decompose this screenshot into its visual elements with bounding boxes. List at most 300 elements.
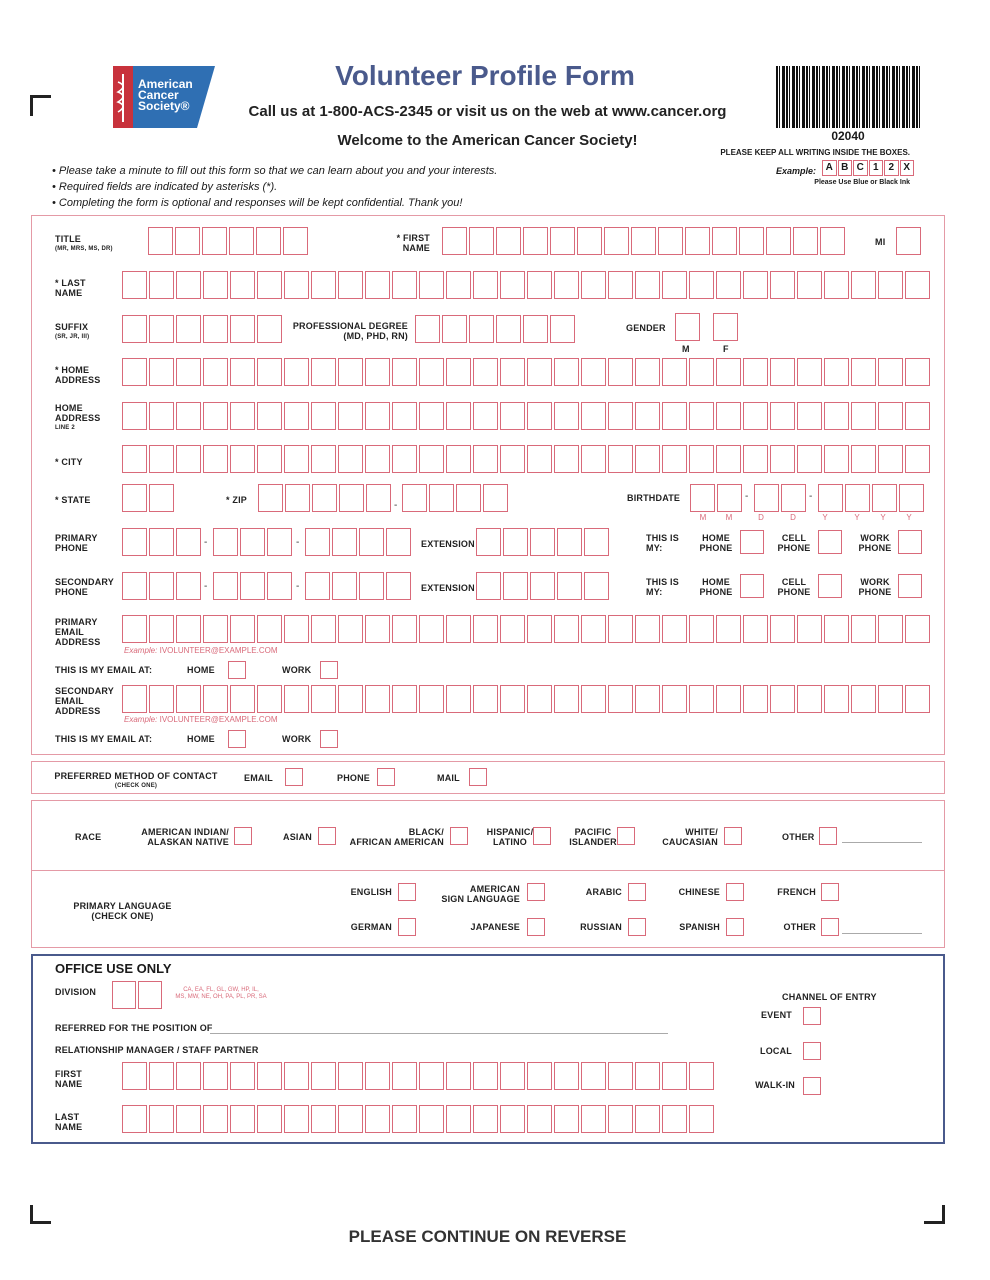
secondary-email-box[interactable] [689, 685, 714, 713]
address-line2-box[interactable] [905, 402, 930, 430]
lang-arabic-check[interactable] [628, 883, 646, 901]
birth-year-box[interactable] [845, 484, 870, 512]
office-first-name-box[interactable] [608, 1062, 633, 1090]
city-box[interactable] [365, 445, 390, 473]
address-line2-box[interactable] [446, 402, 471, 430]
secondary-phone-ext-box[interactable] [503, 572, 528, 600]
last-name-box[interactable] [878, 271, 903, 299]
birth-year-box[interactable] [899, 484, 924, 512]
state-box[interactable] [122, 484, 147, 512]
office-first-name-box[interactable] [122, 1062, 147, 1090]
secondary-email-box[interactable] [284, 685, 309, 713]
office-first-name-box[interactable] [635, 1062, 660, 1090]
zip-box[interactable] [366, 484, 391, 512]
home-address-box[interactable] [203, 358, 228, 386]
address-line2-box[interactable] [230, 402, 255, 430]
race-hispanic-check[interactable] [533, 827, 551, 845]
secondary-phone-line-box[interactable] [332, 572, 357, 600]
race-ai-check[interactable] [234, 827, 252, 845]
address-line2-box[interactable] [770, 402, 795, 430]
office-last-name-box[interactable] [446, 1105, 471, 1133]
secondary-phone-prefix-box[interactable] [267, 572, 292, 600]
primary-email-box[interactable] [257, 615, 282, 643]
secondary-phone-ext-box[interactable] [530, 572, 555, 600]
city-box[interactable] [905, 445, 930, 473]
office-first-name-box[interactable] [149, 1062, 174, 1090]
address-line2-box[interactable] [608, 402, 633, 430]
address-line2-box[interactable] [824, 402, 849, 430]
city-box[interactable] [176, 445, 201, 473]
degree-box[interactable] [550, 315, 575, 343]
office-first-name-box[interactable] [662, 1062, 687, 1090]
primary-email-box[interactable] [419, 615, 444, 643]
last-name-box[interactable] [230, 271, 255, 299]
zip-box[interactable] [285, 484, 310, 512]
zip-ext-box[interactable] [483, 484, 508, 512]
last-name-box[interactable] [203, 271, 228, 299]
office-first-name-box[interactable] [500, 1062, 525, 1090]
primary-email-box[interactable] [662, 615, 687, 643]
home-address-box[interactable] [257, 358, 282, 386]
address-line2-box[interactable] [365, 402, 390, 430]
secondary-email-box[interactable] [338, 685, 363, 713]
office-last-name-box[interactable] [554, 1105, 579, 1133]
first-name-box[interactable] [442, 227, 467, 255]
city-box[interactable] [230, 445, 255, 473]
secondary-email-box[interactable] [527, 685, 552, 713]
secondary-home-phone-check[interactable] [740, 574, 764, 598]
office-first-name-box[interactable] [176, 1062, 201, 1090]
home-address-box[interactable] [473, 358, 498, 386]
title-box[interactable] [202, 227, 227, 255]
home-address-box[interactable] [392, 358, 417, 386]
address-line2-box[interactable] [743, 402, 768, 430]
lang-asl-check[interactable] [527, 883, 545, 901]
office-last-name-box[interactable] [419, 1105, 444, 1133]
secondary-email-box[interactable] [797, 685, 822, 713]
primary-email-box[interactable] [878, 615, 903, 643]
home-address-box[interactable] [608, 358, 633, 386]
address-line2-box[interactable] [311, 402, 336, 430]
primary-email-home-check[interactable] [228, 661, 246, 679]
degree-box[interactable] [442, 315, 467, 343]
suffix-box[interactable] [176, 315, 201, 343]
last-name-box[interactable] [797, 271, 822, 299]
degree-box[interactable] [469, 315, 494, 343]
address-line2-box[interactable] [257, 402, 282, 430]
degree-box[interactable] [523, 315, 548, 343]
address-line2-box[interactable] [716, 402, 741, 430]
primary-email-box[interactable] [176, 615, 201, 643]
address-line2-box[interactable] [662, 402, 687, 430]
city-box[interactable] [581, 445, 606, 473]
contact-email-check[interactable] [285, 768, 303, 786]
first-name-box[interactable] [496, 227, 521, 255]
primary-home-phone-check[interactable] [740, 530, 764, 554]
home-address-box[interactable] [338, 358, 363, 386]
primary-email-box[interactable] [311, 615, 336, 643]
degree-box[interactable] [415, 315, 440, 343]
home-address-box[interactable] [797, 358, 822, 386]
city-box[interactable] [716, 445, 741, 473]
address-line2-box[interactable] [203, 402, 228, 430]
home-address-box[interactable] [284, 358, 309, 386]
city-box[interactable] [554, 445, 579, 473]
primary-phone-ext-box[interactable] [584, 528, 609, 556]
primary-email-box[interactable] [500, 615, 525, 643]
first-name-box[interactable] [712, 227, 737, 255]
primary-email-box[interactable] [581, 615, 606, 643]
birth-month-box[interactable] [717, 484, 742, 512]
city-box[interactable] [284, 445, 309, 473]
last-name-box[interactable] [338, 271, 363, 299]
office-last-name-box[interactable] [689, 1105, 714, 1133]
city-box[interactable] [446, 445, 471, 473]
home-address-box[interactable] [743, 358, 768, 386]
last-name-box[interactable] [365, 271, 390, 299]
office-last-name-box[interactable] [527, 1105, 552, 1133]
secondary-email-box[interactable] [230, 685, 255, 713]
primary-phone-line-box[interactable] [359, 528, 384, 556]
city-box[interactable] [527, 445, 552, 473]
first-name-box[interactable] [793, 227, 818, 255]
degree-box[interactable] [496, 315, 521, 343]
home-address-box[interactable] [770, 358, 795, 386]
city-box[interactable] [851, 445, 876, 473]
home-address-box[interactable] [176, 358, 201, 386]
title-box[interactable] [175, 227, 200, 255]
birth-day-box[interactable] [781, 484, 806, 512]
last-name-box[interactable] [527, 271, 552, 299]
secondary-email-box[interactable] [635, 685, 660, 713]
city-box[interactable] [797, 445, 822, 473]
first-name-box[interactable] [685, 227, 710, 255]
last-name-box[interactable] [500, 271, 525, 299]
home-address-box[interactable] [662, 358, 687, 386]
gender-m-box[interactable] [675, 313, 700, 341]
secondary-email-box[interactable] [581, 685, 606, 713]
address-line2-box[interactable] [338, 402, 363, 430]
address-line2-box[interactable] [878, 402, 903, 430]
last-name-box[interactable] [419, 271, 444, 299]
division-box[interactable] [112, 981, 136, 1009]
suffix-box[interactable] [230, 315, 255, 343]
secondary-email-box[interactable] [392, 685, 417, 713]
gender-f-box[interactable] [713, 313, 738, 341]
primary-phone-prefix-box[interactable] [267, 528, 292, 556]
lang-other-check[interactable] [821, 918, 839, 936]
home-address-box[interactable] [419, 358, 444, 386]
secondary-phone-area-box[interactable] [176, 572, 201, 600]
secondary-email-box[interactable] [257, 685, 282, 713]
office-last-name-box[interactable] [662, 1105, 687, 1133]
last-name-box[interactable] [770, 271, 795, 299]
primary-email-box[interactable] [554, 615, 579, 643]
zip-ext-box[interactable] [402, 484, 427, 512]
secondary-work-phone-check[interactable] [898, 574, 922, 598]
primary-email-work-check[interactable] [320, 661, 338, 679]
zip-ext-box[interactable] [456, 484, 481, 512]
secondary-phone-ext-box[interactable] [584, 572, 609, 600]
first-name-box[interactable] [523, 227, 548, 255]
lang-german-check[interactable] [398, 918, 416, 936]
primary-phone-ext-box[interactable] [530, 528, 555, 556]
lang-japanese-check[interactable] [527, 918, 545, 936]
secondary-email-box[interactable] [365, 685, 390, 713]
office-last-name-box[interactable] [257, 1105, 282, 1133]
primary-cell-phone-check[interactable] [818, 530, 842, 554]
secondary-email-box[interactable] [824, 685, 849, 713]
secondary-phone-line-box[interactable] [305, 572, 330, 600]
zip-ext-box[interactable] [429, 484, 454, 512]
race-asian-check[interactable] [318, 827, 336, 845]
office-last-name-box[interactable] [176, 1105, 201, 1133]
office-last-name-box[interactable] [338, 1105, 363, 1133]
city-box[interactable] [392, 445, 417, 473]
address-line2-box[interactable] [392, 402, 417, 430]
first-name-box[interactable] [766, 227, 791, 255]
home-address-box[interactable] [230, 358, 255, 386]
suffix-box[interactable] [122, 315, 147, 343]
secondary-email-box[interactable] [905, 685, 930, 713]
home-address-box[interactable] [311, 358, 336, 386]
address-line2-box[interactable] [284, 402, 309, 430]
primary-email-box[interactable] [716, 615, 741, 643]
primary-email-box[interactable] [905, 615, 930, 643]
home-address-box[interactable] [878, 358, 903, 386]
secondary-email-box[interactable] [554, 685, 579, 713]
office-first-name-box[interactable] [473, 1062, 498, 1090]
channel-walkin-check[interactable] [803, 1077, 821, 1095]
first-name-box[interactable] [739, 227, 764, 255]
secondary-email-box[interactable] [176, 685, 201, 713]
primary-phone-line-box[interactable] [305, 528, 330, 556]
address-line2-box[interactable] [554, 402, 579, 430]
secondary-phone-prefix-box[interactable] [213, 572, 238, 600]
home-address-box[interactable] [365, 358, 390, 386]
primary-email-box[interactable] [770, 615, 795, 643]
last-name-box[interactable] [392, 271, 417, 299]
office-last-name-box[interactable] [608, 1105, 633, 1133]
last-name-box[interactable] [635, 271, 660, 299]
primary-phone-ext-box[interactable] [503, 528, 528, 556]
office-first-name-box[interactable] [554, 1062, 579, 1090]
secondary-email-box[interactable] [662, 685, 687, 713]
primary-phone-area-box[interactable] [176, 528, 201, 556]
lang-english-check[interactable] [398, 883, 416, 901]
primary-email-box[interactable] [527, 615, 552, 643]
primary-email-box[interactable] [230, 615, 255, 643]
address-line2-box[interactable] [527, 402, 552, 430]
suffix-box[interactable] [149, 315, 174, 343]
office-first-name-box[interactable] [527, 1062, 552, 1090]
secondary-cell-phone-check[interactable] [818, 574, 842, 598]
office-first-name-box[interactable] [365, 1062, 390, 1090]
home-address-box[interactable] [446, 358, 471, 386]
lang-spanish-check[interactable] [726, 918, 744, 936]
channel-event-check[interactable] [803, 1007, 821, 1025]
address-line2-box[interactable] [689, 402, 714, 430]
office-first-name-box[interactable] [419, 1062, 444, 1090]
last-name-box[interactable] [149, 271, 174, 299]
address-line2-box[interactable] [419, 402, 444, 430]
office-first-name-box[interactable] [338, 1062, 363, 1090]
zip-box[interactable] [339, 484, 364, 512]
primary-email-box[interactable] [446, 615, 471, 643]
first-name-box[interactable] [577, 227, 602, 255]
title-box[interactable] [283, 227, 308, 255]
last-name-box[interactable] [446, 271, 471, 299]
last-name-box[interactable] [905, 271, 930, 299]
race-white-check[interactable] [724, 827, 742, 845]
office-last-name-box[interactable] [473, 1105, 498, 1133]
title-box[interactable] [229, 227, 254, 255]
secondary-phone-area-box[interactable] [122, 572, 147, 600]
city-box[interactable] [338, 445, 363, 473]
first-name-box[interactable] [658, 227, 683, 255]
city-box[interactable] [662, 445, 687, 473]
secondary-email-box[interactable] [500, 685, 525, 713]
lang-other-line[interactable] [842, 933, 922, 934]
state-box[interactable] [149, 484, 174, 512]
secondary-email-work-check[interactable] [320, 730, 338, 748]
secondary-email-home-check[interactable] [228, 730, 246, 748]
secondary-email-box[interactable] [851, 685, 876, 713]
home-address-box[interactable] [851, 358, 876, 386]
title-box[interactable] [148, 227, 173, 255]
city-box[interactable] [635, 445, 660, 473]
primary-email-box[interactable] [797, 615, 822, 643]
city-box[interactable] [500, 445, 525, 473]
last-name-box[interactable] [851, 271, 876, 299]
city-box[interactable] [743, 445, 768, 473]
office-first-name-box[interactable] [203, 1062, 228, 1090]
primary-email-box[interactable] [392, 615, 417, 643]
office-last-name-box[interactable] [230, 1105, 255, 1133]
last-name-box[interactable] [581, 271, 606, 299]
address-line2-box[interactable] [176, 402, 201, 430]
birth-year-box[interactable] [872, 484, 897, 512]
primary-email-box[interactable] [122, 615, 147, 643]
primary-phone-line-box[interactable] [386, 528, 411, 556]
last-name-box[interactable] [716, 271, 741, 299]
race-pacific-check[interactable] [617, 827, 635, 845]
first-name-box[interactable] [550, 227, 575, 255]
office-last-name-box[interactable] [311, 1105, 336, 1133]
race-other-check[interactable] [819, 827, 837, 845]
primary-phone-line-box[interactable] [332, 528, 357, 556]
secondary-email-box[interactable] [473, 685, 498, 713]
secondary-phone-ext-box[interactable] [476, 572, 501, 600]
secondary-phone-line-box[interactable] [359, 572, 384, 600]
primary-email-box[interactable] [743, 615, 768, 643]
office-first-name-box[interactable] [689, 1062, 714, 1090]
secondary-phone-line-box[interactable] [386, 572, 411, 600]
home-address-box[interactable] [905, 358, 930, 386]
race-black-check[interactable] [450, 827, 468, 845]
birth-day-box[interactable] [754, 484, 779, 512]
birth-year-box[interactable] [818, 484, 843, 512]
suffix-box[interactable] [257, 315, 282, 343]
office-first-name-box[interactable] [311, 1062, 336, 1090]
city-box[interactable] [608, 445, 633, 473]
primary-phone-area-box[interactable] [149, 528, 174, 556]
last-name-box[interactable] [554, 271, 579, 299]
secondary-email-box[interactable] [716, 685, 741, 713]
office-first-name-box[interactable] [392, 1062, 417, 1090]
primary-email-box[interactable] [473, 615, 498, 643]
office-first-name-box[interactable] [581, 1062, 606, 1090]
office-last-name-box[interactable] [365, 1105, 390, 1133]
primary-email-box[interactable] [365, 615, 390, 643]
last-name-box[interactable] [743, 271, 768, 299]
city-box[interactable] [419, 445, 444, 473]
office-last-name-box[interactable] [122, 1105, 147, 1133]
race-other-line[interactable] [842, 842, 922, 843]
primary-email-box[interactable] [338, 615, 363, 643]
secondary-email-box[interactable] [743, 685, 768, 713]
home-address-box[interactable] [122, 358, 147, 386]
last-name-box[interactable] [608, 271, 633, 299]
secondary-email-box[interactable] [419, 685, 444, 713]
address-line2-box[interactable] [851, 402, 876, 430]
suffix-box[interactable] [203, 315, 228, 343]
referred-line[interactable] [210, 1033, 668, 1034]
first-name-box[interactable] [604, 227, 629, 255]
city-box[interactable] [149, 445, 174, 473]
division-box[interactable] [138, 981, 162, 1009]
zip-box[interactable] [312, 484, 337, 512]
office-last-name-box[interactable] [284, 1105, 309, 1133]
last-name-box[interactable] [473, 271, 498, 299]
city-box[interactable] [689, 445, 714, 473]
home-address-box[interactable] [527, 358, 552, 386]
city-box[interactable] [824, 445, 849, 473]
first-name-box[interactable] [469, 227, 494, 255]
city-box[interactable] [878, 445, 903, 473]
primary-phone-ext-box[interactable] [557, 528, 582, 556]
title-box[interactable] [256, 227, 281, 255]
home-address-box[interactable] [689, 358, 714, 386]
last-name-box[interactable] [176, 271, 201, 299]
secondary-email-box[interactable] [770, 685, 795, 713]
home-address-box[interactable] [716, 358, 741, 386]
primary-phone-ext-box[interactable] [476, 528, 501, 556]
primary-email-box[interactable] [608, 615, 633, 643]
city-box[interactable] [257, 445, 282, 473]
primary-email-box[interactable] [689, 615, 714, 643]
last-name-box[interactable] [122, 271, 147, 299]
last-name-box[interactable] [689, 271, 714, 299]
last-name-box[interactable] [257, 271, 282, 299]
channel-local-check[interactable] [803, 1042, 821, 1060]
secondary-email-box[interactable] [608, 685, 633, 713]
city-box[interactable] [311, 445, 336, 473]
office-last-name-box[interactable] [581, 1105, 606, 1133]
secondary-email-box[interactable] [446, 685, 471, 713]
primary-email-box[interactable] [149, 615, 174, 643]
secondary-phone-ext-box[interactable] [557, 572, 582, 600]
birth-month-box[interactable] [690, 484, 715, 512]
home-address-box[interactable] [635, 358, 660, 386]
office-first-name-box[interactable] [230, 1062, 255, 1090]
primary-work-phone-check[interactable] [898, 530, 922, 554]
secondary-email-box[interactable] [122, 685, 147, 713]
last-name-box[interactable] [284, 271, 309, 299]
address-line2-box[interactable] [500, 402, 525, 430]
address-line2-box[interactable] [635, 402, 660, 430]
first-name-box[interactable] [820, 227, 845, 255]
